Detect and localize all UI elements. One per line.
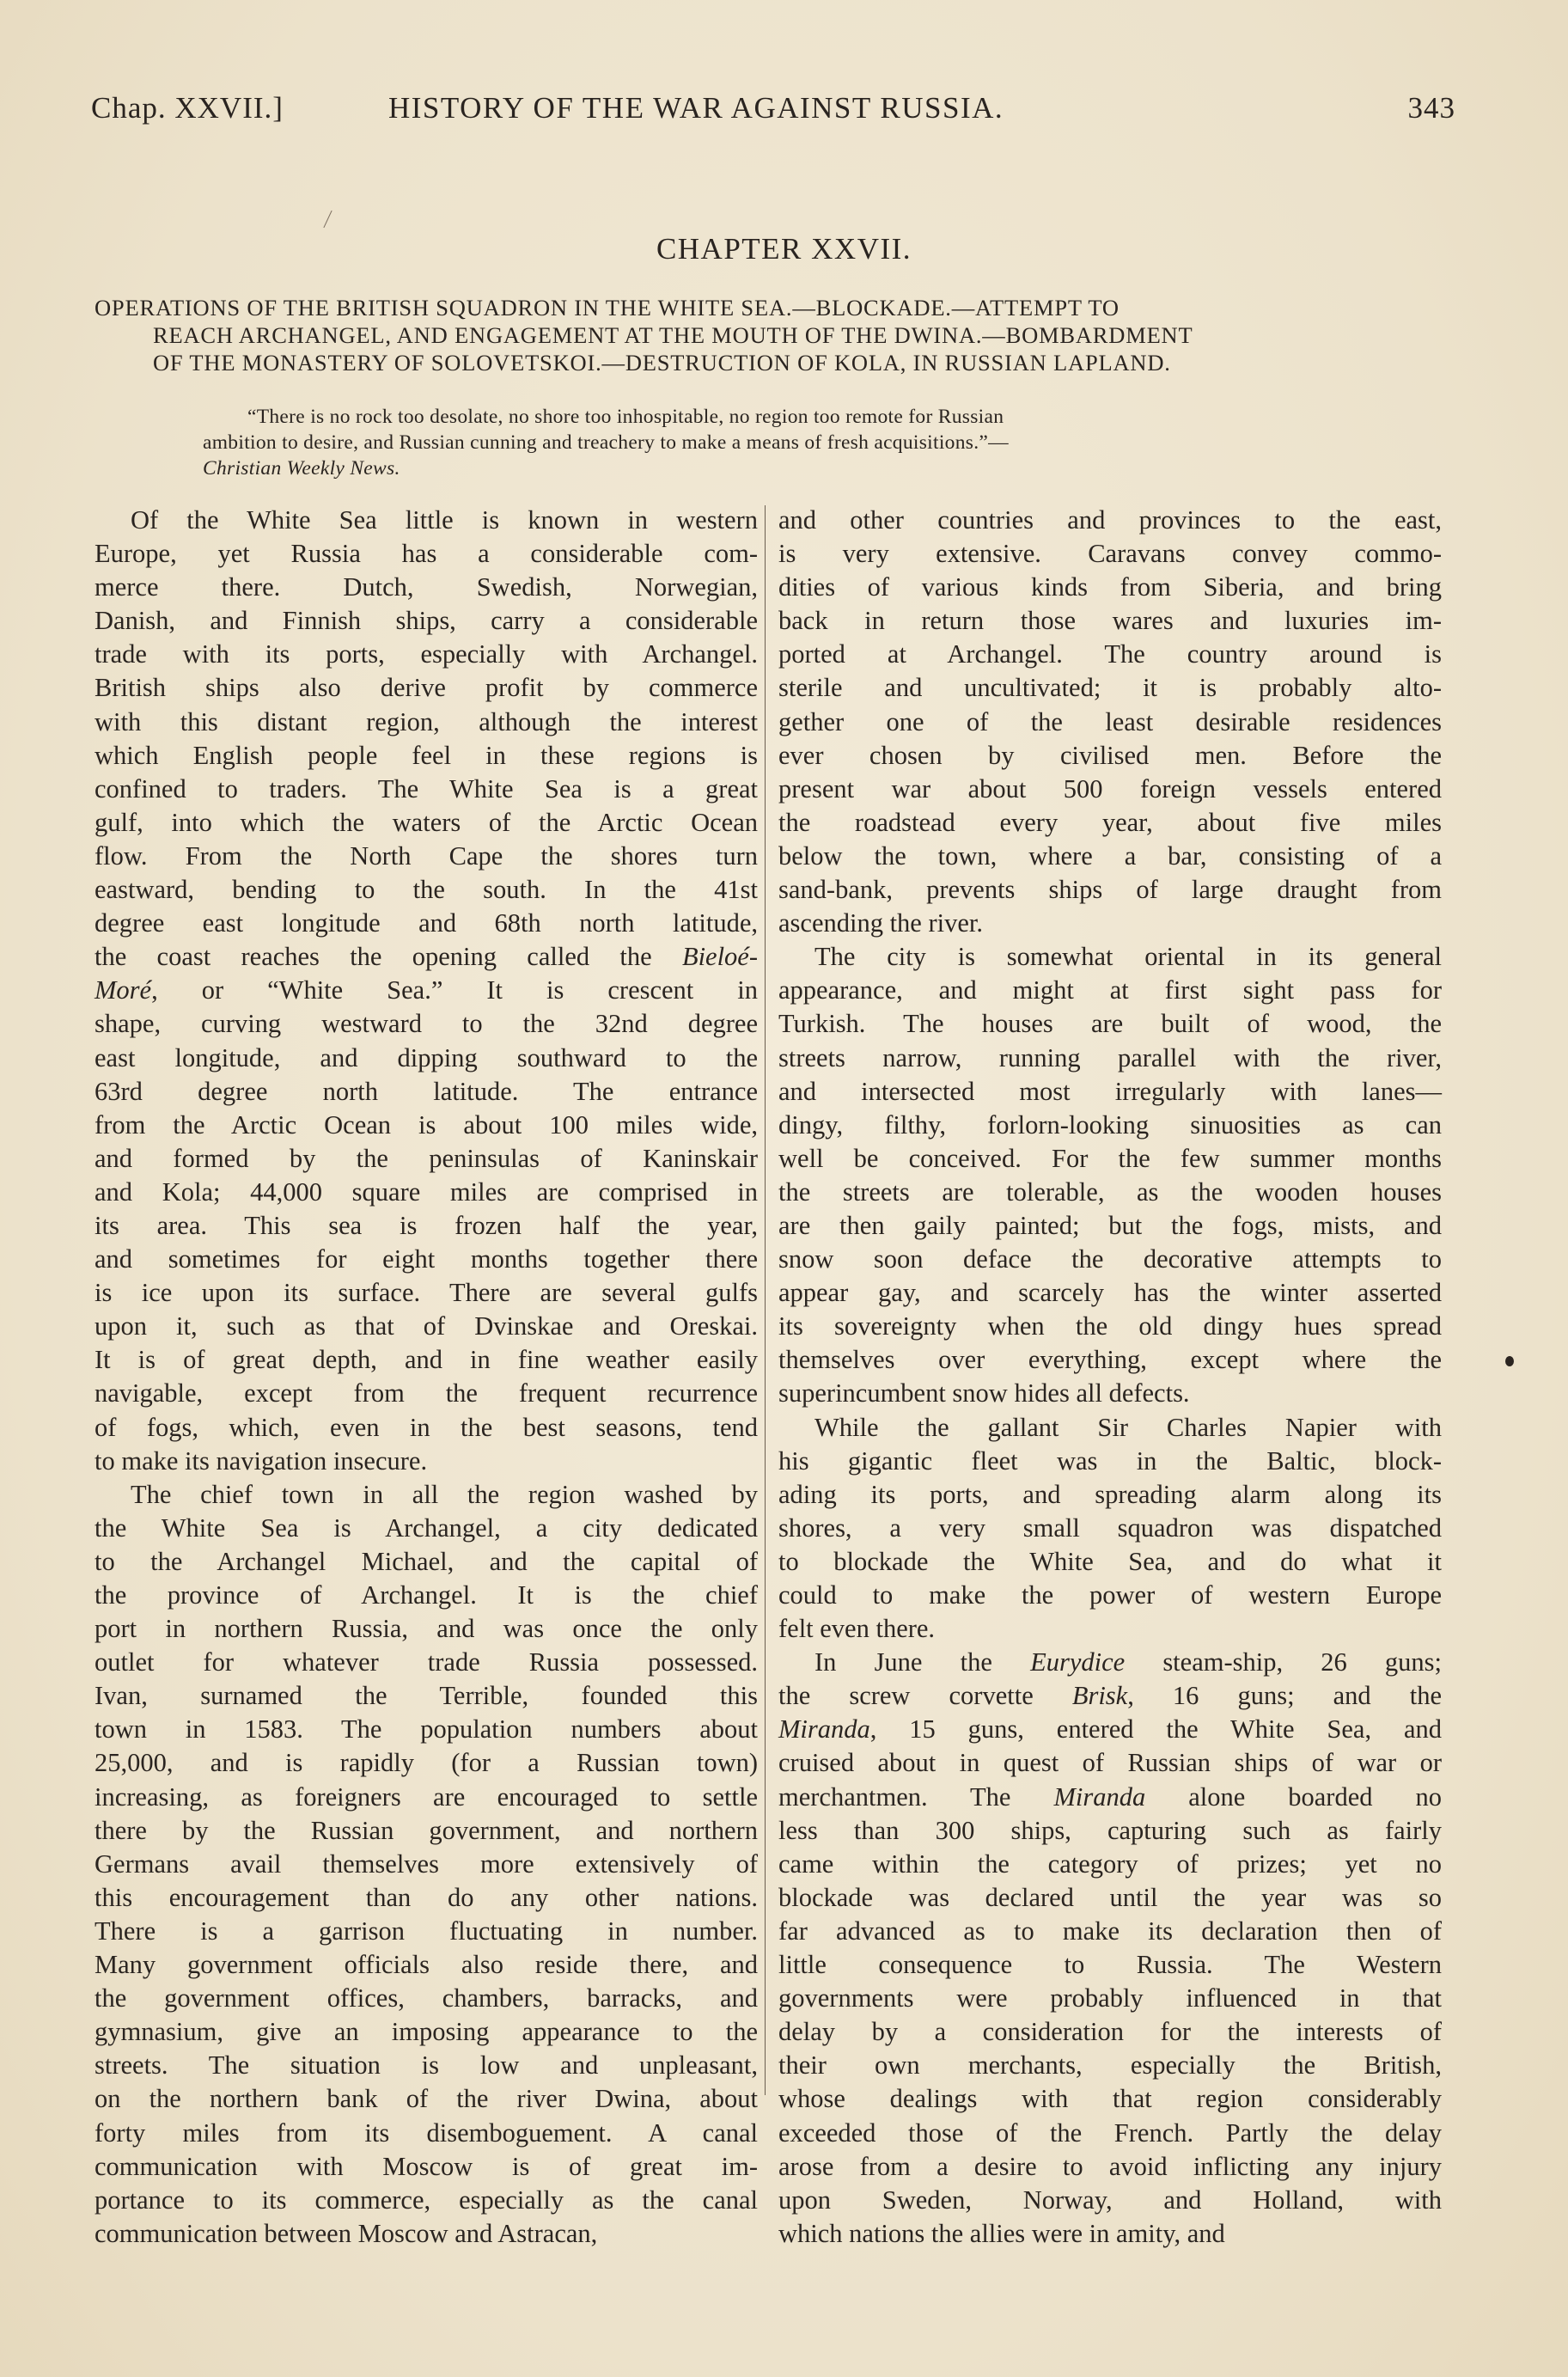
text-line: degree east longitude and 68th north latitude, <box>95 908 758 938</box>
text-line: well be conceived. For the few summer months <box>778 1143 1442 1173</box>
text-line: 63rd degree north latitude. The entrance <box>95 1076 758 1106</box>
text-line: 25,000, and is rapidly (for a Russian town) <box>95 1748 758 1778</box>
text-line: In June the Eurydice steam-ship, 26 guns; <box>815 1647 1442 1677</box>
text-line: streets narrow, running parallel with the river, <box>778 1042 1442 1072</box>
text-line: little consequence to Russia. The Western <box>778 1950 1442 1980</box>
text-line: and other countries and provinces to the east, <box>778 505 1442 535</box>
text-line: of fogs, which, even in the best seasons, tend <box>95 1412 758 1442</box>
text-line: sand-bank, prevents ships of large draught from <box>778 875 1442 905</box>
page-number: 343 <box>1407 91 1455 125</box>
running-head-title: HISTORY OF THE WAR AGAINST RUSSIA. <box>388 91 1004 125</box>
text-line: is ice upon its surface. There are several gulfs <box>95 1278 758 1308</box>
text-line: the White Sea is Archangel, a city dedicated <box>95 1512 758 1543</box>
text-line: The chief town in all the region washed by <box>131 1479 758 1509</box>
text-line: eastward, bending to the south. In the 41st <box>95 875 758 905</box>
text-line: his gigantic fleet was in the Baltic, block- <box>778 1445 1442 1476</box>
text-line: snow soon deface the decorative attempts to <box>778 1244 1442 1274</box>
text-line: there by the Russian government, and northern <box>95 1815 758 1845</box>
text-line: portance to its commerce, especially as the canal <box>95 2185 758 2215</box>
text-line: and Kola; 44,000 square miles are comprised in <box>95 1176 758 1207</box>
text-line: outlet for whatever trade Russia possessed. <box>95 1647 758 1677</box>
text-line: upon it, such as that of Dvinskae and Oreskai. <box>95 1311 758 1341</box>
text-line: Danish, and Finnish ships, carry a considerable <box>95 606 758 636</box>
text-line: ascending the river. <box>778 908 983 938</box>
text-line: navigable, except from the frequent recurrence <box>95 1378 758 1408</box>
text-line: Miranda, 15 guns, entered the White Sea, and <box>778 1714 1442 1745</box>
text-line: to the Archangel Michael, and the capital of <box>95 1546 758 1576</box>
text-line: east longitude, and dipping southward to the <box>95 1042 758 1072</box>
text-line: port in northern Russia, and was once the only <box>95 1614 758 1644</box>
text-line: themselves over everything, except where the <box>778 1345 1442 1375</box>
stray-print-mark <box>323 211 332 228</box>
running-head <box>91 91 1455 139</box>
text-line: dities of various kinds from Siberia, and bring <box>778 572 1442 602</box>
text-line: appear gay, and scarcely has the winter asserted <box>778 1278 1442 1308</box>
text-line: shores, a very small squadron was dispatched <box>778 1512 1442 1543</box>
left-column <box>95 504 758 2251</box>
text-line: Of the White Sea little is known in western <box>131 505 758 535</box>
text-line: below the town, where a bar, consisting of a <box>778 840 1442 871</box>
text-line: confined to traders. The White Sea is a great <box>95 773 758 804</box>
text-line: came within the category of prizes; yet no <box>778 1848 1442 1879</box>
chapter-summary <box>95 294 1469 376</box>
epigraph-line: “There is no rock too desolate, no shore too inhospitable, no region too remote for Russian <box>247 406 1004 428</box>
summary-line: REACH ARCHANGEL, AND ENGAGEMENT AT THE MOUTH OF THE DWINA.—BOMBARDMENT <box>153 322 1193 348</box>
text-line: superincumbent snow hides all defects. <box>778 1378 1190 1408</box>
text-line: the streets are tolerable, as the wooden houses <box>778 1176 1442 1207</box>
text-line: Turkish. The houses are built of wood, the <box>778 1009 1442 1039</box>
text-line: forty miles from its disemboguement. A canal <box>95 2117 758 2148</box>
text-line: flow. From the North Cape the shores turn <box>95 840 758 871</box>
text-line: While the gallant Sir Charles Napier with <box>815 1412 1442 1442</box>
summary-line: OPERATIONS OF THE BRITISH SQUADRON IN THE WHITE SEA.—BLOCKADE.—ATTEMPT TO <box>95 295 1120 321</box>
text-line: far advanced as to make its declaration then of <box>778 1916 1442 1946</box>
text-line: trade with its ports, especially with Archangel. <box>95 639 758 669</box>
text-line: appearance, and might at first sight pass for <box>778 975 1442 1005</box>
text-line: ever chosen by civilised men. Before the <box>778 740 1442 770</box>
text-line: to make its navigation insecure. <box>95 1445 428 1476</box>
text-line: British ships also derive profit by commerce <box>95 673 758 703</box>
column-divider <box>765 505 766 2095</box>
text-line: sterile and uncultivated; it is probably alto- <box>778 673 1442 703</box>
text-line: which nations the allies were in amity, and <box>778 2218 1225 2248</box>
chapter-heading: CHAPTER XXVII. <box>656 232 912 266</box>
right-column <box>778 504 1442 2251</box>
text-line: and intersected most irregularly with lanes— <box>778 1076 1442 1106</box>
text-line: and sometimes for eight months together there <box>95 1244 758 1274</box>
text-line: dingy, filthy, forlorn-looking sinuosities as can <box>778 1109 1442 1140</box>
text-line: communication with Moscow is of great im- <box>95 2151 758 2181</box>
text-line: governments were probably influenced in that <box>778 1983 1442 2013</box>
text-line: which English people feel in these regions is <box>95 740 758 770</box>
text-line: Moré, or “White Sea.” It is crescent in <box>95 975 758 1005</box>
text-line: from the Arctic Ocean is about 100 miles wide, <box>95 1109 758 1140</box>
text-line: this encouragement than do any other nations. <box>95 1882 758 1912</box>
text-line: the government offices, chambers, barracks, and <box>95 1983 758 2013</box>
text-line: back in return those wares and luxuries im- <box>778 606 1442 636</box>
text-line: present war about 500 foreign vessels entered <box>778 773 1442 804</box>
text-line: The city is somewhat oriental in its general <box>815 942 1442 972</box>
text-line: increasing, as foreigners are encouraged to settle <box>95 1781 758 1812</box>
text-line: Germans avail themselves more extensively of <box>95 1848 758 1879</box>
text-line: Europe, yet Russia has a considerable com- <box>95 539 758 569</box>
text-line: on the northern bank of the river Dwina, about <box>95 2084 758 2114</box>
text-line: There is a garrison fluctuating in number. <box>95 1916 758 1946</box>
text-line: delay by a consideration for the interests of <box>778 2017 1442 2047</box>
text-line: streets. The situation is low and unpleasant, <box>95 2050 758 2081</box>
text-line: their own merchants, especially the British, <box>778 2050 1442 2081</box>
text-line: merchantmen. The Miranda alone boarded no <box>778 1781 1442 1812</box>
text-line: whose dealings with that region considerably <box>778 2084 1442 2114</box>
running-head-chapter: Chap. XXVII.] <box>91 91 284 125</box>
text-line: its sovereignty when the old dingy hues spread <box>778 1311 1442 1341</box>
text-line: gulf, into which the waters of the Arctic Ocean <box>95 807 758 837</box>
text-line: to blockade the White Sea, and do what it <box>778 1546 1442 1576</box>
text-line: exceeded those of the French. Partly the delay <box>778 2117 1442 2148</box>
epigraph <box>203 404 1388 481</box>
text-line: ported at Archangel. The country around is <box>778 639 1442 669</box>
text-line: It is of great depth, and in fine weather easily <box>95 1345 758 1375</box>
text-line: gether one of the least desirable residences <box>778 706 1442 736</box>
text-line: Ivan, surnamed the Terrible, founded this <box>95 1681 758 1711</box>
text-line: blockade was declared until the year was so <box>778 1882 1442 1912</box>
text-line: ading its ports, and spreading alarm along its <box>778 1479 1442 1509</box>
text-line: town in 1583. The population numbers about <box>95 1714 758 1745</box>
text-line: Many government officials also reside there, and <box>95 1950 758 1980</box>
text-line: and formed by the peninsulas of Kaninskair <box>95 1143 758 1173</box>
text-line: the coast reaches the opening called the Bieloé- <box>95 942 758 972</box>
text-line: arose from a desire to avoid inflicting any injury <box>778 2151 1442 2181</box>
text-line: the screw corvette Brisk, 16 guns; and the <box>778 1681 1442 1711</box>
epigraph-line: ambition to desire, and Russian cunning and treachery to make a means of fresh acquisitions.”— <box>203 431 1009 454</box>
text-line: merce there. Dutch, Swedish, Norwegian, <box>95 572 758 602</box>
text-line: is very extensive. Caravans convey commo- <box>778 539 1442 569</box>
text-line: could to make the power of western Europe <box>778 1580 1442 1610</box>
margin-dot <box>1505 1356 1514 1366</box>
epigraph-source: Christian Weekly News. <box>203 457 400 480</box>
text-line: cruised about in quest of Russian ships of war or <box>778 1748 1442 1778</box>
text-line: its area. This sea is frozen half the year, <box>95 1210 758 1240</box>
text-line: shape, curving westward to the 32nd degree <box>95 1009 758 1039</box>
summary-line: OF THE MONASTERY OF SOLOVETSKOI.—DESTRUCTION OF KOLA, IN RUSSIAN LAPLAND. <box>153 350 1171 376</box>
text-line: the roadstead every year, about five miles <box>778 807 1442 837</box>
text-line: with this distant region, although the interest <box>95 706 758 736</box>
text-line: are then gaily painted; but the fogs, mists, and <box>778 1210 1442 1240</box>
text-line: gymnasium, give an imposing appearance to the <box>95 2017 758 2047</box>
text-line: upon Sweden, Norway, and Holland, with <box>778 2185 1442 2215</box>
text-line: the province of Archangel. It is the chief <box>95 1580 758 1610</box>
text-line: less than 300 ships, capturing such as fairly <box>778 1815 1442 1845</box>
text-line: communication between Moscow and Astracan, <box>95 2218 598 2248</box>
text-line: felt even there. <box>778 1614 936 1644</box>
